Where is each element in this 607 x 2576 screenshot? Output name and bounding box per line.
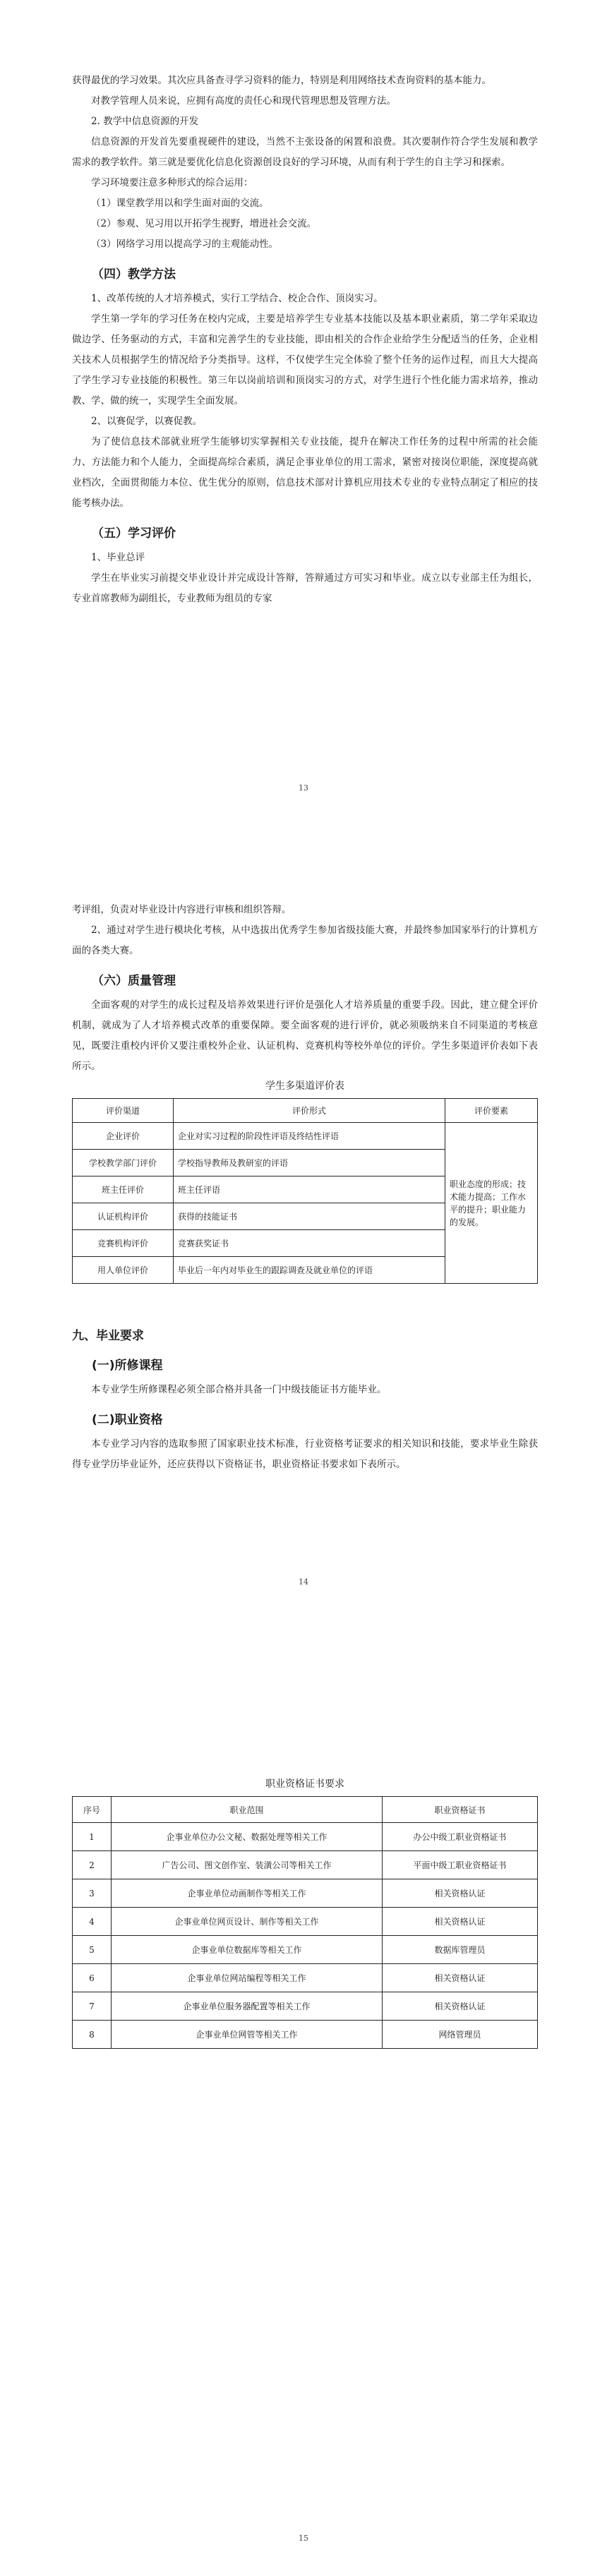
table-row — [73, 1879, 538, 1908]
table-cell-index: 3 — [73, 1879, 112, 1908]
list-item: （1）课堂教学用以和学生面对面的交流。 — [91, 198, 269, 209]
table-cell-index: 4 — [73, 1908, 112, 1936]
document-page-13 — [0, 0, 607, 872]
table-cell-scope: 企事业单位网页设计、制作等相关工作 — [112, 1908, 383, 1936]
table-header-cell: 序号 — [73, 1797, 112, 1823]
list-heading: 1、毕业总评 — [91, 552, 145, 563]
table-header-row — [73, 1099, 538, 1123]
evaluation-table — [72, 1098, 538, 1284]
page-number: 14 — [299, 1577, 308, 1587]
paragraph: 学生第一学年的学习任务在校内完成，主要是培养学生专业基本技能以及基本职业素质，第二学年采取边做边学、任务驱动的方式，丰富和完善学生的专业技能，即由相关的合作企业给学生分配适当的任务，企业相关技术人员根据学生的情况给予分类指导。这样，不仅使学生完全体验了整个任务的运作过程，而且大大提高了学生学习专业技能的积极性。第三年以岗前培训和顶岗实习的方式，对学生进行个性化能力需求培养，推动教、学、做的统一，实现学生全面发展。 — [72, 313, 538, 407]
list-item: （3）网络学习用以提高学习的主观能动性。 — [91, 239, 279, 250]
table-header-cell: 职业范围 — [112, 1797, 383, 1823]
table-cell-scope: 企事业单位动画制作等相关工作 — [112, 1879, 383, 1908]
page-number: 15 — [299, 2534, 308, 2543]
section-heading-qualifications: (二)职业资格 — [92, 1413, 163, 1427]
section-heading-teaching-methods: （四）教学方法 — [92, 267, 176, 282]
paragraph: 全面客观的对学生的成长过程及培养效果进行评价是强化人才培养质量的重要手段。因此，建立健全评价机制，就成为了人才培养模式改革的重要保障。要全面客观的进行评价，就必须吸纳来自不同渠道的考核意见，既要注重校内评价又要注重校外企业、认证机构、竞赛机构等校外单位的评价。学生多渠道评价表如下表所示。 — [72, 999, 538, 1072]
table-row — [73, 2021, 538, 2049]
paragraph: 为了使信息技术部就业班学生能够切实掌握相关专业技能，提升在解决工作任务的过程中所需的社会能力、方法能力和个人能力，全面提高综合素质，满足企事业单位的用工需求，紧密对接岗位职能，深度提高就业档次，全面贯彻能力本位、优生优分的原则，信息技术部对计算机应用技术专业的专业特点制定了相应的技能考核办法。 — [72, 436, 538, 509]
table-header-row — [73, 1797, 538, 1823]
table-cell-elements: 职业态度的形成；技术能力提高；工作水平的提升；职业能力的发展。 — [445, 1123, 538, 1284]
table-row — [73, 1992, 538, 2021]
table-header-cell: 评价形式 — [174, 1099, 445, 1123]
table-cell-certificate: 平面中级工职业资格证书 — [382, 1851, 537, 1879]
section-heading-learning-evaluation: （五）学习评价 — [92, 526, 176, 541]
table-cell-certificate: 相关资格认证 — [382, 1879, 537, 1908]
chapter-heading-graduation: 九、毕业要求 — [72, 1329, 144, 1343]
paragraph: 对教学管理人员来说，应拥有高度的责任心和现代管理思想及管理方法。 — [91, 95, 396, 107]
table-cell-index: 8 — [73, 2021, 112, 2049]
table-cell-form: 企业对实习过程的阶段性评语及终结性评语 — [174, 1123, 445, 1150]
list-heading: 2. 教学中信息资源的开发 — [91, 116, 199, 127]
table-cell-certificate: 相关资格认证 — [382, 1908, 537, 1936]
table-cell-certificate: 数据库管理员 — [382, 1936, 537, 1964]
table-cell-index: 1 — [73, 1823, 112, 1851]
table-row — [73, 1123, 538, 1150]
table-cell-certificate: 相关资格认证 — [382, 1992, 537, 2021]
table-cell-channel: 学校教学部门评价 — [73, 1150, 174, 1176]
paragraph: 考评组，负责对毕业设计内容进行审核和组织答辩。 — [72, 904, 292, 915]
table-row — [73, 1936, 538, 1964]
paragraph: 学习环境要注意多种形式的综合运用： — [91, 177, 253, 188]
paragraph: 本专业学习内容的选取参照了国家职业技术标准，行业资格考证要求的相关知识和技能，要求毕业生除获得专业学历毕业证外，还应获得以下资格证书，职业资格证书要求如下表所示。 — [72, 1438, 538, 1470]
table-cell-channel: 企业评价 — [73, 1123, 174, 1150]
table-header-cell: 评价要素 — [445, 1099, 538, 1123]
table-row — [73, 1851, 538, 1879]
page-13-body — [72, 71, 538, 609]
table-cell-scope: 企事业单位服务器配置等相关工作 — [112, 1992, 383, 2021]
table-row — [73, 1908, 538, 1936]
document-page-14 — [0, 872, 607, 1740]
table-cell-channel: 竞赛机构评价 — [73, 1230, 174, 1257]
list-heading: 2、以赛促学，以赛促教。 — [91, 416, 203, 427]
table-cell-index: 6 — [73, 1964, 112, 1992]
page-14-body — [72, 900, 538, 1475]
table-row — [73, 1823, 538, 1851]
table-cell-certificate: 网络管理员 — [382, 2021, 537, 2049]
table-cell-scope: 企事业单位数据库等相关工作 — [112, 1936, 383, 1964]
table-cell-channel: 用人单位评价 — [73, 1257, 174, 1284]
table-cell-certificate: 相关资格认证 — [382, 1964, 537, 1992]
table-cell-form: 获得的技能证书 — [174, 1203, 445, 1230]
table-cell-form: 毕业后一年内对毕业生的跟踪调查及就业单位的评语 — [174, 1257, 445, 1284]
table-cell-channel: 认证机构评价 — [73, 1203, 174, 1230]
table-cell-form: 学校指导教师及教研室的评语 — [174, 1150, 445, 1176]
page-15-body — [72, 1775, 538, 2049]
table-cell-scope: 企事业单位网站编程等相关工作 — [112, 1964, 383, 1992]
section-heading-quality-management: （六）质量管理 — [92, 974, 176, 988]
list-heading: 1、改革传统的人才培养模式，实行工学结合、校企合作、顶岗实习。 — [91, 293, 383, 304]
table-cell-form: 竞赛获奖证书 — [174, 1230, 445, 1257]
table-row — [73, 1964, 538, 1992]
paragraph: 信息资源的开发首先要重视硬件的建设，当然不主张设备的闲置和浪费。其次要制作符合学生发展和教学需求的教学软件。第三就是要优化信息化资源创设良好的学习环境，从而有利于学生的自主学习和探索。 — [72, 136, 538, 168]
document-page-15 — [0, 1740, 607, 2576]
table-cell-scope: 广告公司、图文创作室、装潢公司等相关工作 — [112, 1851, 383, 1879]
table-cell-index: 2 — [73, 1851, 112, 1879]
paragraph: 获得最优的学习效果。其次应具备查寻学习资料的能力，特别是利用网络技术查询资料的基本能力。 — [72, 75, 491, 86]
paragraph: 学生在毕业实习前提交毕业设计并完成设计答辩，答辩通过方可实习和毕业。成立以专业部主任为组长，专业首席教师为副组长，专业教师为组员的专家 — [72, 572, 538, 604]
table-cell-scope: 企事业单位网管等相关工作 — [112, 2021, 383, 2049]
table-cell-index: 5 — [73, 1936, 112, 1964]
table-cell-channel: 班主任评价 — [73, 1176, 174, 1203]
table-cell-certificate: 办公中级工职业资格证书 — [382, 1823, 537, 1851]
page-number: 13 — [299, 783, 308, 793]
table-header-cell: 职业资格证书 — [382, 1797, 537, 1823]
table-header-cell: 评价渠道 — [73, 1099, 174, 1123]
section-heading-courses: (一)所修课程 — [92, 1359, 163, 1373]
table-caption: 职业资格证书要求 — [265, 1778, 344, 1790]
qualification-table — [72, 1796, 538, 2049]
paragraph: 2、通过对学生进行模块化考核，从中选拔出优秀学生参加省级技能大赛，并最终参加国家举行的计算机方面的各类大赛。 — [72, 925, 538, 956]
list-item: （2）参观、见习用以开拓学生视野，增进社会交流。 — [91, 218, 317, 229]
table-cell-form: 班主任评语 — [174, 1176, 445, 1203]
paragraph: 本专业学生所修课程必须全部合格并具备一门中级技能证书方能毕业。 — [91, 1384, 387, 1395]
table-cell-index: 7 — [73, 1992, 112, 2021]
table-cell-scope: 企事业单位办公文秘、数据处理等相关工作 — [112, 1823, 383, 1851]
table-caption: 学生多渠道评价表 — [265, 1081, 344, 1092]
